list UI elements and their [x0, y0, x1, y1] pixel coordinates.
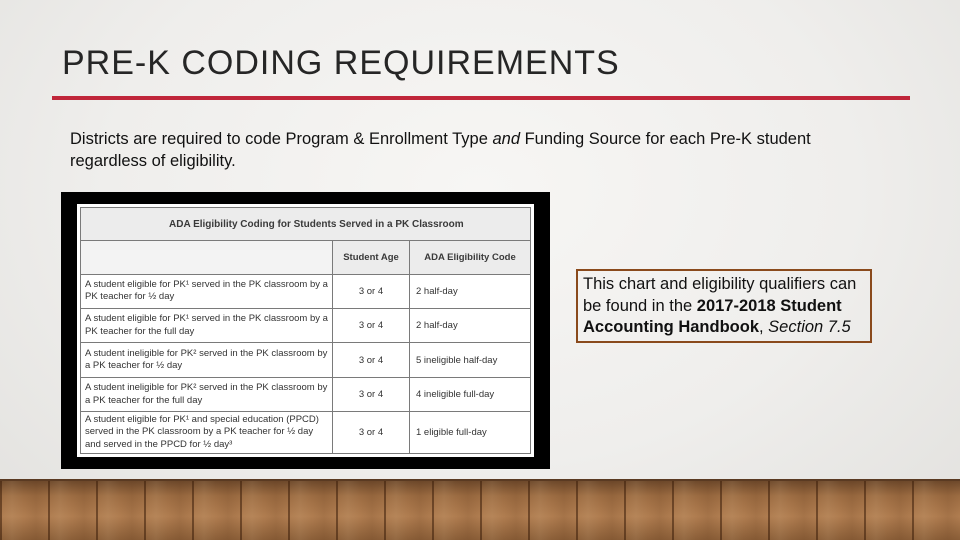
intro-emphasis: and	[492, 130, 520, 148]
row-code: 2 half-day	[410, 274, 531, 308]
slide-title: PRE-K CODING REQUIREMENTS	[62, 44, 620, 82]
header-ada-code: ADA Eligibility Code	[410, 241, 531, 274]
row-age: 3 or 4	[333, 412, 410, 454]
table-row	[81, 343, 531, 377]
row-code: 1 eligible full-day	[410, 412, 531, 454]
row-code: 5 ineligible half-day	[410, 343, 531, 377]
ada-eligibility-table	[80, 207, 531, 454]
row-age: 3 or 4	[333, 274, 410, 308]
header-blank-cell	[81, 241, 333, 274]
row-description: A student eligible for PK¹ and special education (PPCD) served in the PK classroom by a PK teacher for ½ day and served in the PPCD for ½ day³	[81, 412, 333, 454]
callout-comma: ,	[759, 318, 769, 336]
callout-line: This chart and eligibility qualifiers can be found in the	[583, 275, 857, 315]
table-header-row	[81, 241, 531, 274]
handbook-section: Section 7.5	[768, 318, 851, 336]
intro-part2: Funding Source for each Pre-K student regardless of eligibility.	[70, 130, 811, 170]
table-image	[77, 204, 534, 457]
row-code: 4 ineligible full-day	[410, 377, 531, 411]
table-caption: ADA Eligibility Coding for Students Served in a PK Classroom	[81, 208, 531, 241]
row-description: A student ineligible for PK² served in the PK classroom by a PK teacher for the full day	[81, 377, 333, 411]
row-description: A student eligible for PK¹ served in the PK classroom by a PK teacher for ½ day	[81, 274, 333, 308]
table-row	[81, 412, 531, 454]
row-age: 3 or 4	[333, 309, 410, 343]
intro-part1: Districts are required to code Program & Enrollment Type	[70, 130, 493, 148]
row-description: A student eligible for PK¹ served in the PK classroom by a PK teacher for the full day	[81, 309, 333, 343]
row-code: 2 half-day	[410, 309, 531, 343]
table-caption-row	[81, 208, 531, 241]
intro-text	[70, 128, 850, 172]
handbook-title: 2017-2018 Student Accounting Handbook	[583, 296, 842, 336]
table-row	[81, 309, 531, 343]
header-student-age: Student Age	[333, 241, 410, 274]
wood-floor-decoration	[0, 481, 960, 540]
title-underline	[52, 96, 910, 100]
table-image-frame	[61, 192, 550, 469]
table-row	[81, 274, 531, 308]
row-age: 3 or 4	[333, 343, 410, 377]
callout-text	[583, 274, 873, 339]
row-description: A student ineligible for PK² served in the PK classroom by a PK teacher for ½ day	[81, 343, 333, 377]
row-age: 3 or 4	[333, 377, 410, 411]
table-row	[81, 377, 531, 411]
